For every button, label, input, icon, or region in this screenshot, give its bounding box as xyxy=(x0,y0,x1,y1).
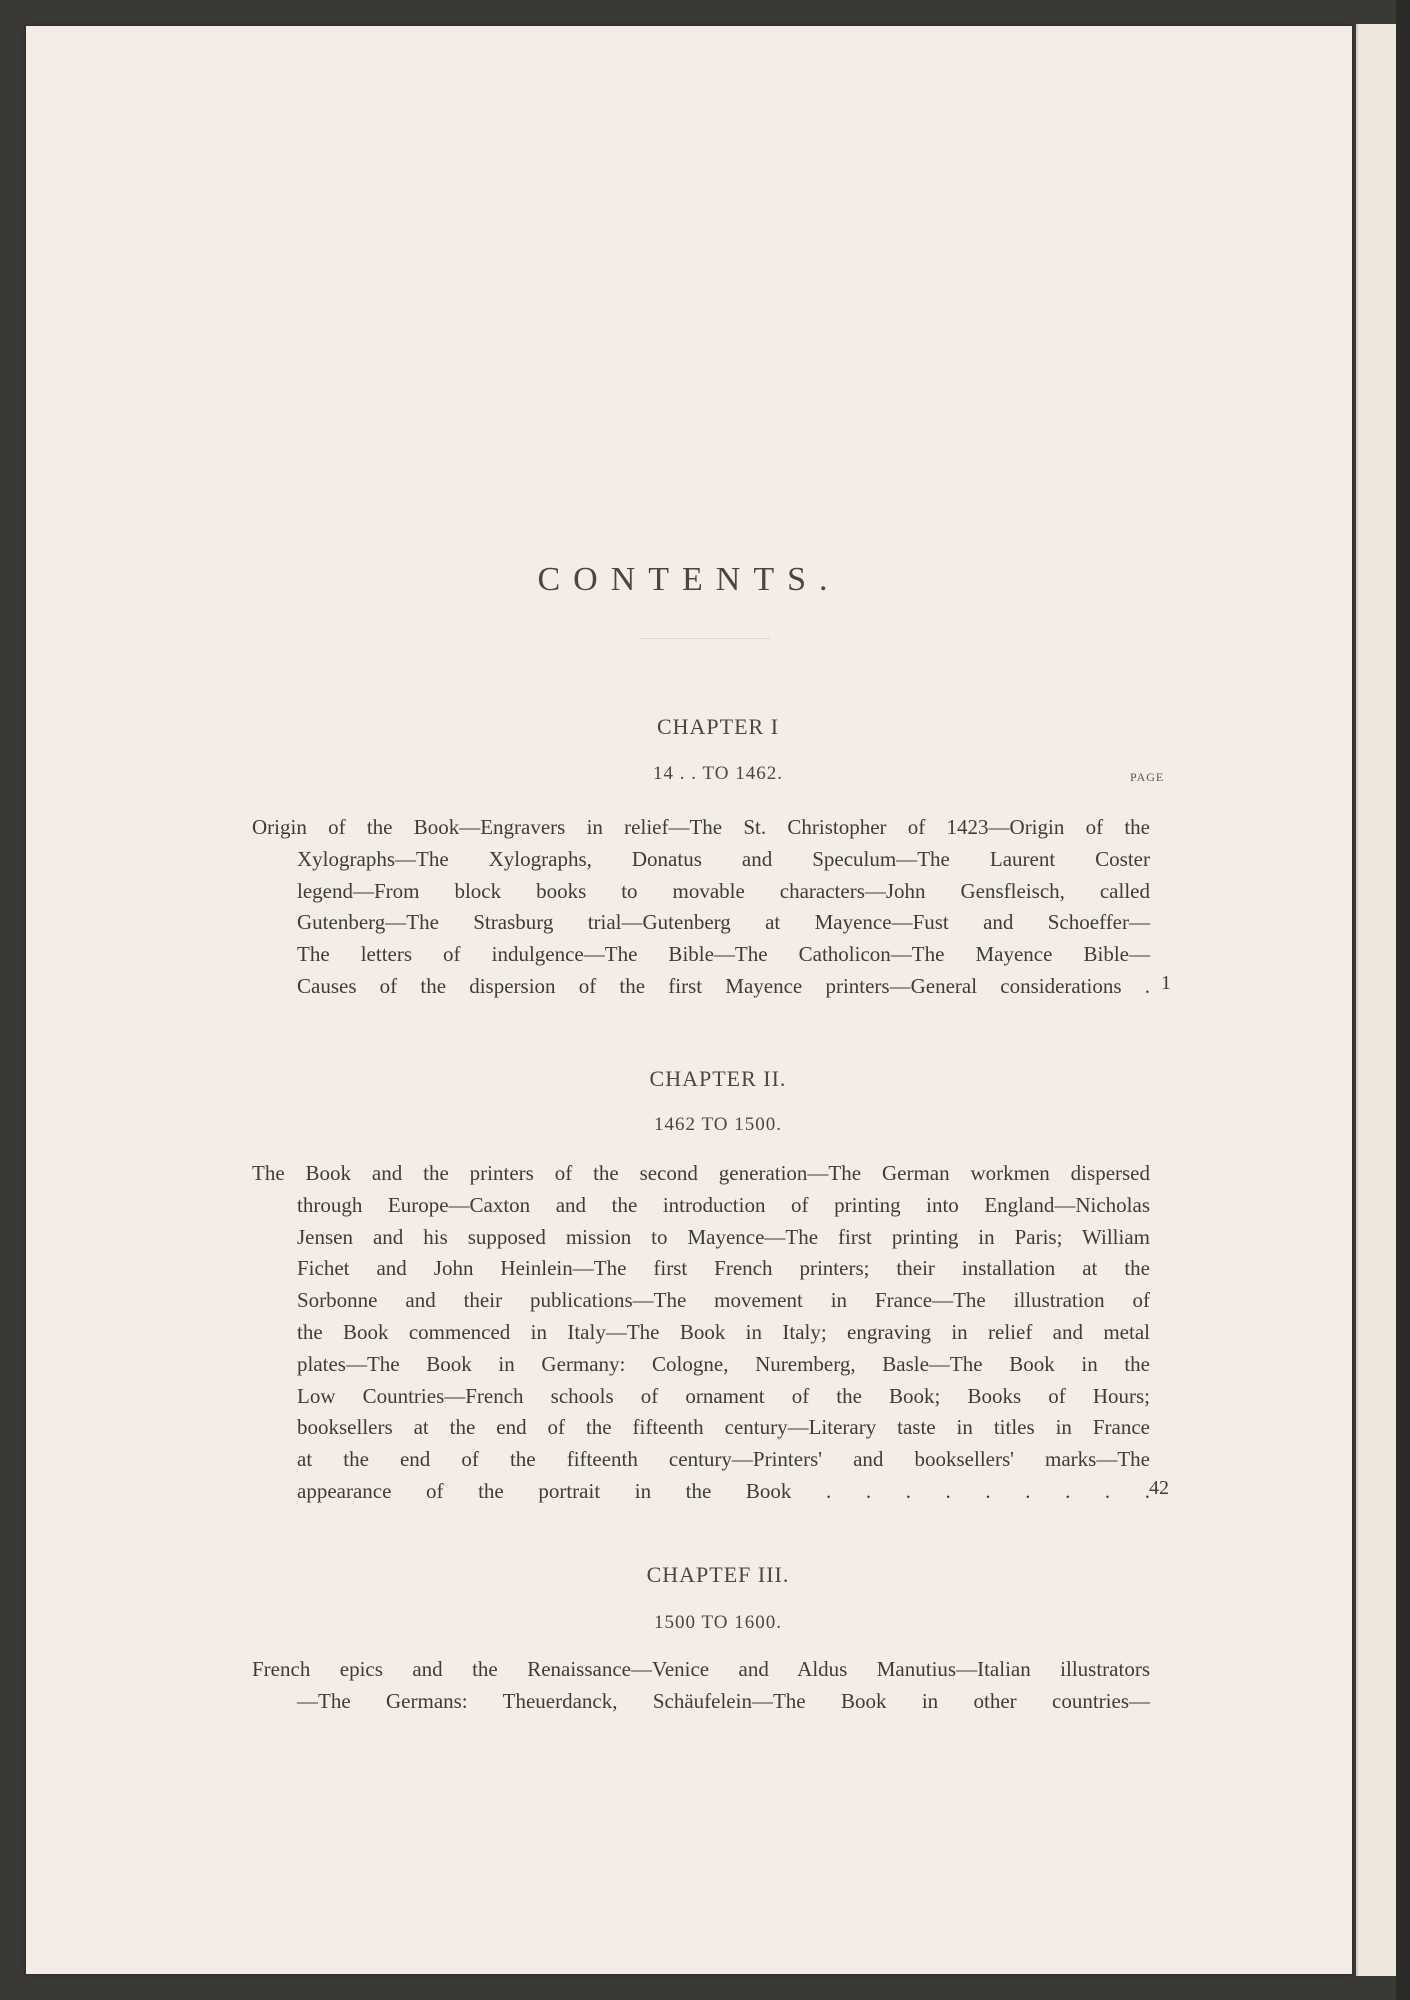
next-page-edge xyxy=(1356,24,1398,1976)
chapter-1-page-number: 1 xyxy=(1161,972,1171,994)
summary-line: French epics and the Renaissance—Venice and Aldus Manutius—Italian illustrators xyxy=(252,1657,1150,1681)
chapter-3-heading: CHAPTEF III. xyxy=(646,1562,790,1587)
document-page xyxy=(26,26,1352,1974)
chapter-1-dates: 14 . . TO 1462. xyxy=(653,763,783,784)
chapter-3-dates: 1500 TO 1600. xyxy=(654,1612,782,1633)
summary-line: Xylographs—The Xylographs, Donatus and Speculum—The Laurent Coster xyxy=(297,846,1150,871)
summary-line: plates—The Book in Germany: Cologne, Nuremberg, Basle—The Book in the xyxy=(297,1351,1150,1376)
summary-line: Causes of the dispersion of the first Mayence printers—General considerations . xyxy=(297,973,1150,998)
summary-line: —The Germans: Theuerdanck, Schäufelein—The Book in other countries— xyxy=(297,1688,1150,1713)
page-title: CONTENTS. xyxy=(537,561,841,598)
summary-line: Fichet and John Heinlein—The first French printers; their installation at the xyxy=(297,1256,1150,1281)
page-column-label: PAGE xyxy=(1130,770,1165,784)
summary-line: Origin of the Book—Engravers in relief—The St. Christopher of 1423—Origin of the xyxy=(252,815,1150,839)
summary-line: booksellers at the end of the fifteenth century—Literary taste in titles in France xyxy=(297,1415,1150,1440)
chapter-2-heading: CHAPTER II. xyxy=(649,1066,787,1091)
chapter-3-summary xyxy=(252,1654,1150,1718)
summary-line: The Book and the printers of the second generation—The German workmen dispersed xyxy=(252,1161,1150,1185)
summary-line: Gutenberg—The Strasburg trial—Gutenberg at Mayence—Fust and Schoeffer— xyxy=(297,910,1150,935)
summary-line: the Book commenced in Italy—The Book in Italy; engraving in relief and metal xyxy=(297,1319,1150,1344)
chapter-2-summary xyxy=(252,1158,1150,1508)
summary-line: The letters of indulgence—The Bible—The Catholicon—The Mayence Bible— xyxy=(297,942,1150,967)
chapter-2-dates: 1462 TO 1500. xyxy=(654,1114,782,1135)
chapter-1-summary xyxy=(252,812,1150,1003)
background-edge xyxy=(1396,0,1410,2000)
summary-line: Sorbonne and their publications—The movement in France—The illustration of xyxy=(297,1288,1150,1313)
title-rule xyxy=(640,638,770,639)
summary-line: legend—From block books to movable characters—John Gensfleisch, called xyxy=(297,878,1150,903)
chapter-1-heading: CHAPTER I xyxy=(656,714,780,739)
summary-line: Low Countries—French schools of ornament of the Book; Books of Hours; xyxy=(297,1383,1150,1408)
chapter-2-page-number: 42 xyxy=(1149,1477,1169,1499)
summary-line: at the end of the fifteenth century—Printers' and booksellers' marks—The xyxy=(297,1447,1150,1472)
summary-line: Jensen and his supposed mission to Mayence—The first printing in Paris; William xyxy=(297,1224,1150,1249)
summary-line: through Europe—Caxton and the introduction of printing into England—Nicholas xyxy=(297,1192,1150,1217)
contents-page xyxy=(26,26,1352,1974)
summary-line: appearance of the portrait in the Book . . . . . . . . . xyxy=(297,1478,1150,1503)
